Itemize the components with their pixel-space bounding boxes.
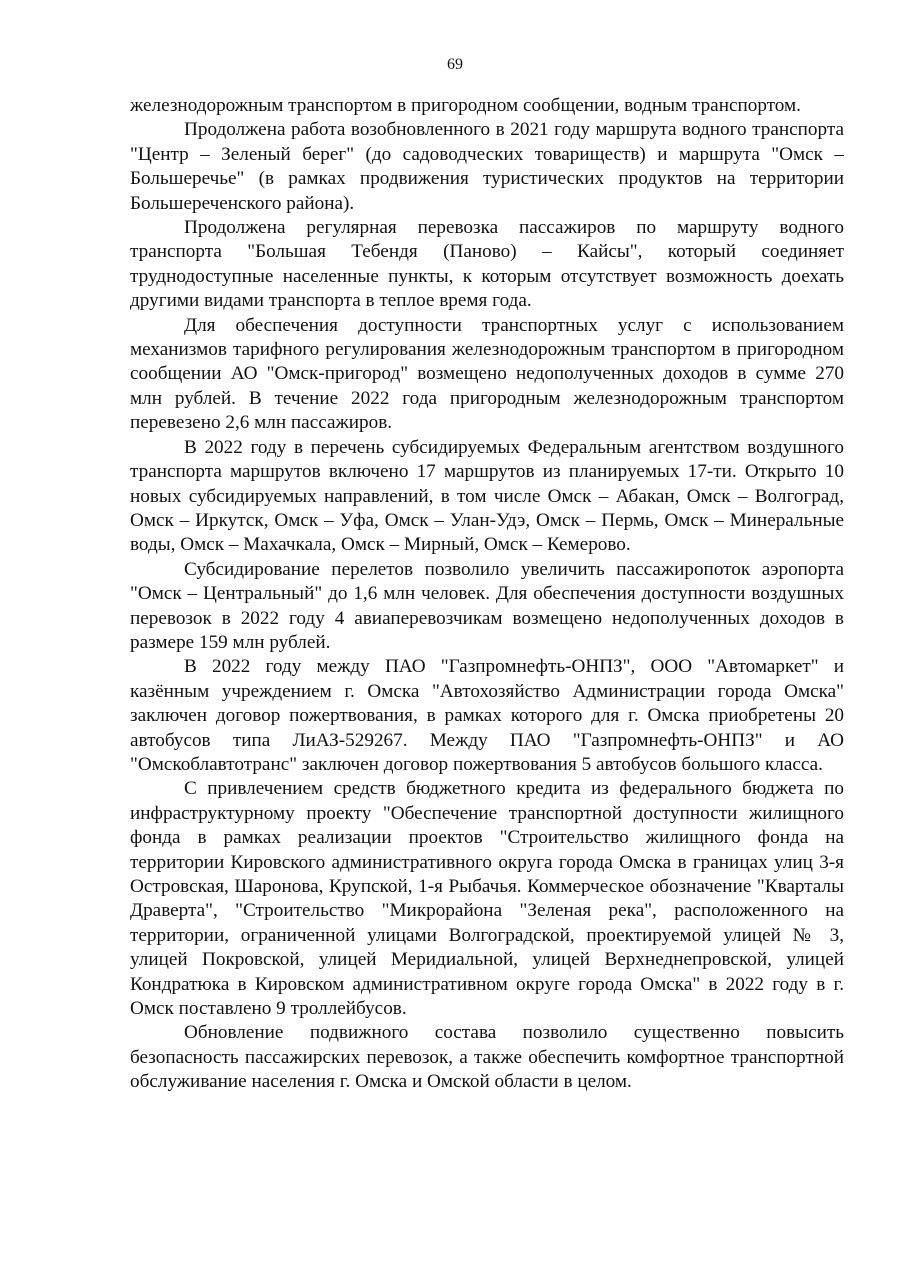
- paragraph-air-routes: В 2022 году в перечень субсидируемых Федеральным агентством воздушного транспорта маршрутов включено 17 маршрутов из планируемых 17-ти. Открыто 10 новых субсидируемых направлений, в том числе Омск – Абакан, Омск – Волгоград, Омск – Иркутск, Омск – Уфа, Омск – Улан-Удэ, Омск – Пермь, Омск – Минеральные воды, Омск – Махачкала, Омск – Мирный, Омск – Кемерово.: [130, 436, 844, 556]
- paragraph-railway-tariff: Для обеспечения доступности транспортных услуг с использованием механизмов тарифного регулирования железнодорожным транспортом в пригородном сообщении АО "Омск-пригород" возмещено недополученных доходов в сумме 270 млн рублей. В течение 2022 года пригородным железнодорожным транспортом перевезено 2,6 млн пассажиров.: [130, 314, 844, 434]
- paragraph-air-subsidy: Субсидирование перелетов позволило увеличить пассажиропоток аэропорта "Омск – Центральный" до 1,6 млн человек. Для обеспечения доступности воздушных перевозок в 2022 году 4 авиаперевозчикам возмещено недополученных доходов в размере 159 млн рублей.: [130, 558, 844, 653]
- paragraph-regular-water-transport: Продолжена регулярная перевозка пассажиров по маршруту водного транспорта "Большая Тебендя (Паново) – Кайсы", который соединяет труднодоступные населенные пункты, к которым отсутствует возможность доехать другими видами транспорта в теплое время года.: [130, 217, 844, 312]
- paragraph-bus-donation: В 2022 году между ПАО "Газпромнефть-ОНПЗ", ООО "Автомаркет" и казённым учреждением г. Омска "Автохозяйство Администрации города Омска" заключен договор пожертвования, в рамках которого для г. Омска приобретены 20 автобусов типа ЛиАЗ-529267. Между ПАО "Газпромнефть-ОНПЗ" и АО "Омскоблавтотранс" заключен договор пожертвования 5 автобусов большого класса.: [130, 656, 844, 775]
- paragraph-water-routes: Продолжена работа возобновленного в 2021 году маршрута водного транспорта "Центр – Зеленый берег" (до садоводческих товариществ) и маршрута "Омск – Большеречье" (в рамках продвижения туристических продуктов на территории Большереченского района).: [130, 119, 844, 214]
- body-text: [130, 94, 844, 1095]
- paragraph-continuation: железнодорожным транспортом в пригородном сообщении, водным транспортом.: [130, 95, 801, 116]
- paragraph-trolleybuses: С привлечением средств бюджетного кредита из федерального бюджета по инфраструктурному проекту "Обеспечение транспортной доступности жилищного фонда в рамках реализации проектов "Строительство жилищного фонда на территории Кировского административного округа города Омска в границах улиц 3-я Островская, Шаронова, Крупской, 1-я Рыбачья. Коммерческое обозначение "Кварталы Драверта", "Строительство "Микрорайона "Зеленая река", расположенного на территории, ограниченной улицами Волгоградской, проектируемой улицей № 3, улицей Покровской, улицей Меридиальной, улицей Верхнеднепровской, улицей Кондратюка в Кировском административном округе города Омска" в 2022 году в г. Омск поставлено 9 троллейбусов.: [130, 778, 844, 1020]
- page-number: 69: [447, 56, 463, 73]
- paragraph-fleet-renewal: Обновление подвижного состава позволило существенно повысить безопасность пассажирских перевозок, а также обеспечить комфортное транспортной обслуживание населения г. Омска и Омской области в целом.: [130, 1022, 844, 1093]
